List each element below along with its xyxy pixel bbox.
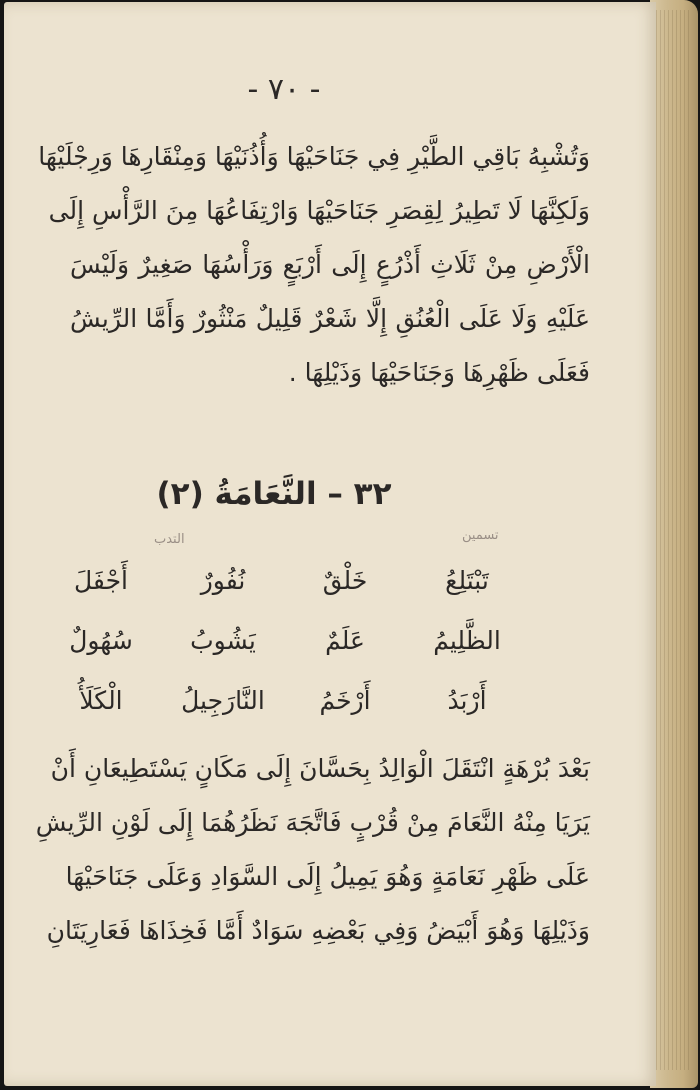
vocabulary-grid xyxy=(46,550,522,730)
vocabulary-word: الظَّلِيمُ xyxy=(433,625,501,655)
handwritten-note: تسمين xyxy=(462,528,499,543)
vocabulary-word: أَرْبَدُ xyxy=(447,685,487,715)
vocabulary-word: تَبْتَلِعُ xyxy=(445,565,489,595)
paragraph-1-line: عَلَيْهِ وَلَا عَلَى الْعُنُقِ إِلَّا شَعْرٌ قَلِيلٌ مَنْثُورٌ وَأَمَّا الرِّيشُ xyxy=(70,304,590,333)
paragraph-1-line: الْأَرْضِ مِنْ ثَلَاثِ أَذْرُعٍ إِلَى أَرْبَعٍ وَرَأْسُهَا صَغِيرٌ وَلَيْسَ xyxy=(70,250,590,279)
vocabulary-word: الْكَلَأُ xyxy=(79,685,123,715)
paragraph-2-line: يَرَيَا مِنْهُ النَّعَامَ مِنْ قُرْبٍ فَاتَّجَهَ نَظَرُهُمَا إِلَى لَوْنِ الرِّيشِ xyxy=(35,808,590,837)
paragraph-1-line: وَتُشْبِهُ بَاقِي الطَّيْرِ فِي جَنَاحَيْهَا وَأُذُنَيْهَا وَمِنْقَارِهَا وَرِجْلَيْهَا xyxy=(38,142,590,171)
vocabulary-word: أَرْخَمُ xyxy=(319,685,371,715)
paragraph-2-line: وَذَيْلِهَا وَهُوَ أَبْيَضُ وَفِي بَعْضِهِ سَوَادٌ أَمَّا فَخِذَاهَا فَعَارِيَتَانِ xyxy=(46,916,590,945)
paragraph-1 xyxy=(38,130,590,400)
vocabulary-row xyxy=(46,670,522,730)
paragraph-2-line: عَلَى ظَهْرِ نَعَامَةٍ وَهُوَ يَمِيلُ إِلَى السَّوَادِ وَعَلَى جَنَاحَيْهَا xyxy=(65,862,590,891)
vocabulary-word: النَّارَجِيلُ xyxy=(181,685,265,715)
paragraph-1-line: وَلَكِنَّهَا لَا تَطِيرُ لِقِصَرِ جَنَاحَيْهَا وَارْتِفَاعُهَا مِنَ الرَّأْسِ إِلَى xyxy=(48,196,590,225)
vocabulary-row xyxy=(46,610,522,670)
vocabulary-word: سُهُولٌ xyxy=(69,625,133,655)
vocabulary-word: نُفُورٌ xyxy=(200,565,246,595)
vocabulary-row xyxy=(46,550,522,610)
paragraph-1-line: فَعَلَى ظَهْرِهَا وَجَنَاحَيْهَا وَذَيْلِهَا . xyxy=(288,358,590,387)
paragraph-2 xyxy=(35,742,590,958)
paragraph-2-line: بَعْدَ بُرْهَةٍ انْتَقَلَ الْوَالِدُ بِحَسَّانَ إِلَى مَكَانٍ يَسْتَطِيعَانِ أَنْ xyxy=(50,754,590,783)
lesson-heading: ٣٢ – النَّعَامَةُ (٢) xyxy=(156,476,392,512)
book-page xyxy=(4,2,656,1086)
page-edge-texture xyxy=(656,10,692,1070)
page-number: - ٧٠ - xyxy=(247,72,321,107)
vocabulary-word: عَلَمٌ xyxy=(325,625,365,655)
handwritten-note: التدب xyxy=(154,532,185,547)
vocabulary-word: خَلْقٌ xyxy=(322,565,368,595)
vocabulary-word: يَشُوبُ xyxy=(190,625,256,655)
vocabulary-word: أَجْفَلَ xyxy=(74,565,128,595)
